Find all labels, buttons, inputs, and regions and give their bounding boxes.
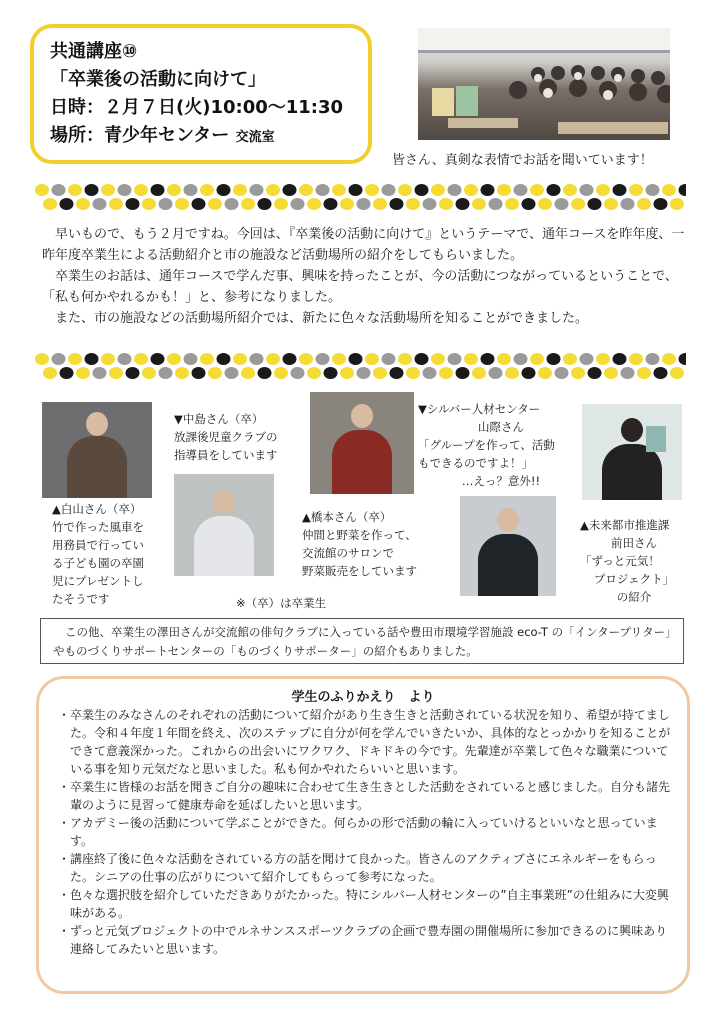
divider-dot — [382, 184, 396, 196]
divider-dot — [291, 198, 305, 210]
divider-dot — [439, 367, 453, 379]
caption-line: 前田さん — [611, 536, 657, 550]
divider-dot — [497, 184, 511, 196]
divider-dot — [547, 353, 561, 365]
divider-dot — [200, 353, 214, 365]
divider-dot — [316, 184, 330, 196]
divider-dot — [613, 353, 627, 365]
intro-paragraph-1: 早いもので、もう２月ですね。今回は、『卒業後の活動に向けて』というテーマで、通年コースを昨年度、一昨年度卒業生による活動紹介と市の施設など活動場所の紹介をしてもらいました。 — [42, 227, 685, 263]
divider-dot — [109, 367, 123, 379]
intro-paragraph-3: また、市の施設などの活動場所紹介では、新たに色々な活動場所を知ることができました。 — [55, 311, 589, 326]
divider-dot — [208, 367, 222, 379]
divider-dot — [52, 353, 66, 365]
divider-dot — [604, 198, 618, 210]
header-place — [50, 122, 368, 152]
note-box: この他、卒業生の澤田さんが交流館の俳句クラブに入っている話や豊田市環境学習施設 eco-T の「インタープリター」やものづくりサポートセンターの「ものづくりサポーター」の紹介もありました。 — [40, 618, 684, 664]
caption-line: 仲間と野菜を作って、 — [302, 528, 417, 542]
divider-dot — [588, 367, 602, 379]
divider-dot — [604, 367, 618, 379]
divider-dot — [85, 353, 99, 365]
divider-dot — [365, 353, 379, 365]
divider-dot — [233, 353, 247, 365]
divider-dot — [184, 184, 198, 196]
caption-line: 山際さん — [478, 420, 524, 434]
divider-dot — [629, 353, 643, 365]
divider-dot — [340, 367, 354, 379]
divider-dot — [60, 367, 74, 379]
divider-dot — [431, 184, 445, 196]
divider-dot — [423, 198, 437, 210]
divider-dot — [621, 367, 635, 379]
divider-dot — [489, 198, 503, 210]
review-item: ・ 色々な選択肢を紹介していただきありがたかった。特にシルバー人材センターの”自主事業班”の仕組みに大変興味がある。 — [58, 886, 676, 922]
review-item: ・ 講座終了後に色々な活動をされている方の話を聞けて良かった。皆さんのアクティブさにエネルギーをもらった。シニアの仕事の広がりについて紹介してもらって参考になった。 — [58, 850, 676, 886]
divider-dot — [448, 184, 462, 196]
dotted-divider-bottom — [34, 352, 686, 380]
divider-dot — [349, 353, 363, 365]
divider-dot — [637, 367, 651, 379]
divider-dot — [151, 184, 165, 196]
divider-dot — [398, 353, 412, 365]
divider-dot — [481, 184, 495, 196]
divider-dot — [307, 198, 321, 210]
divider-dot — [101, 184, 115, 196]
divider-dot — [613, 184, 627, 196]
divider-dot — [43, 367, 57, 379]
caption-shiroyama — [52, 500, 144, 608]
divider-dot — [596, 184, 610, 196]
divider-dot — [629, 184, 643, 196]
divider-dot — [167, 353, 181, 365]
divider-dot — [373, 198, 387, 210]
divider-dot — [241, 198, 255, 210]
divider-dot — [646, 353, 660, 365]
divider-dot — [283, 353, 297, 365]
divider-dot — [357, 367, 371, 379]
divider-dot — [390, 198, 404, 210]
divider-dot — [637, 198, 651, 210]
audience-illustration — [418, 28, 670, 140]
divider-dot — [580, 184, 594, 196]
divider-dot — [208, 198, 222, 210]
caption-line: 「ずっと元気！ — [580, 554, 660, 568]
divider-dot — [274, 367, 288, 379]
divider-dot — [60, 198, 74, 210]
divider-dot — [307, 367, 321, 379]
caption-line: ▼中島さん（卒） — [174, 412, 264, 426]
dotted-divider-top — [34, 183, 686, 211]
divider-dot — [184, 353, 198, 365]
divider-dot — [654, 367, 668, 379]
caption-line: 野菜販売をしています — [302, 564, 417, 578]
divider-dot — [332, 184, 346, 196]
divider-dot — [167, 184, 181, 196]
divider-dot — [679, 184, 687, 196]
divider-dot — [200, 184, 214, 196]
divider-dot — [250, 353, 264, 365]
divider-dot — [299, 353, 313, 365]
divider-dot — [76, 367, 90, 379]
divider-dot — [431, 353, 445, 365]
divider-dot — [299, 184, 313, 196]
divider-dot — [68, 353, 82, 365]
maeda-photo — [582, 404, 682, 500]
intro-paragraph-2: 卒業生のお話は、通年コースで学んだ事、興味を持ったことが、今の活動につながっているということで、「私も何かやれるかも！」と、参考になりました。 — [42, 269, 678, 305]
review-title: 学生のふりかえり より — [291, 690, 435, 705]
divider-dot — [340, 198, 354, 210]
caption-maeda — [580, 516, 688, 606]
divider-dot — [142, 198, 156, 210]
divider-dot — [373, 367, 387, 379]
review-item: ・ アカデミー後の活動について学ぶことができた。何らかの形で活動の輪に入っていけるといいなと思っています。 — [58, 814, 676, 850]
divider-dot — [662, 184, 676, 196]
header-title: 「卒業後の活動に向けて」 — [50, 69, 266, 90]
divider-dot — [93, 367, 107, 379]
divider-dot — [225, 198, 239, 210]
caption-line: る子ども園の卒園 — [52, 556, 144, 570]
divider-dot — [571, 367, 585, 379]
divider-dot — [489, 367, 503, 379]
divider-dot — [85, 184, 99, 196]
divider-dot — [52, 184, 66, 196]
divider-dot — [159, 367, 173, 379]
header-place-main: 場所：青少年センター — [50, 125, 230, 146]
divider-dot — [571, 198, 585, 210]
divider-dot — [588, 198, 602, 210]
divider-dot — [522, 367, 536, 379]
divider-dot — [522, 198, 536, 210]
divider-dot — [217, 184, 231, 196]
caption-line: …えっ？意外!! — [461, 474, 541, 488]
divider-dot — [382, 353, 396, 365]
divider-dot — [43, 198, 57, 210]
divider-dot — [233, 184, 247, 196]
divider-dot — [134, 353, 148, 365]
divider-dot — [283, 184, 297, 196]
divider-dot — [514, 353, 528, 365]
divider-dot — [134, 184, 148, 196]
divider-dot — [423, 367, 437, 379]
divider-dot — [142, 367, 156, 379]
divider-dot — [324, 367, 338, 379]
review-list — [58, 706, 676, 958]
divider-dot — [530, 353, 544, 365]
caption-hashimoto — [302, 508, 417, 580]
nakajima-photo — [174, 474, 274, 576]
divider-dot — [93, 198, 107, 210]
divider-dot — [357, 198, 371, 210]
caption-line: 交流館のサロンで — [302, 546, 394, 560]
divider-dot — [250, 184, 264, 196]
divider-dot — [76, 198, 90, 210]
header-box — [30, 24, 372, 164]
divider-dot — [109, 198, 123, 210]
review-item: ・ 卒業生に皆様のお話を聞きご自分の趣味に合わせて生き生きとした活動をされていると感じました。自分も諸先輩のように見習って健康寿命を延ばしたいと思います。 — [58, 778, 676, 814]
divider-dot — [291, 367, 305, 379]
divider-dot — [217, 353, 231, 365]
shiroyama-photo — [42, 402, 152, 498]
caption-line: たそうです — [52, 592, 110, 606]
divider-dot — [662, 353, 676, 365]
caption-line: ▲未来都市推進課 — [580, 518, 670, 532]
divider-dot — [118, 184, 132, 196]
divider-dot — [192, 367, 206, 379]
divider-dot — [472, 198, 486, 210]
caption-line: 放課後児童クラブの — [174, 430, 278, 444]
divider-dot — [538, 198, 552, 210]
divider-dot — [175, 367, 189, 379]
divider-dot — [679, 353, 687, 365]
top-photo-caption: 皆さん、真剣な表情でお話を聞いています！ — [392, 153, 653, 168]
caption-line: プロジェクト」 — [593, 572, 675, 586]
divider-dot — [258, 198, 272, 210]
audience-photo — [418, 28, 670, 140]
divider-dot — [670, 367, 684, 379]
caption-line: ▲橋本さん（卒） — [302, 510, 392, 524]
divider-dot — [448, 353, 462, 365]
divider-dot — [670, 198, 684, 210]
header-place-sub: 交流室 — [235, 130, 275, 145]
divider-dot — [563, 353, 577, 365]
divider-dot — [464, 184, 478, 196]
divider-dot — [332, 353, 346, 365]
divider-dot — [390, 367, 404, 379]
yamagiwa-photo — [460, 496, 556, 596]
divider-dot — [258, 367, 272, 379]
divider-dot — [159, 198, 173, 210]
divider-dot — [555, 198, 569, 210]
caption-yamagiwa — [418, 400, 584, 490]
header-series: 共通講座⑩ — [50, 41, 138, 62]
divider-dot — [464, 353, 478, 365]
divider-dot — [563, 184, 577, 196]
hashimoto-photo — [310, 392, 414, 494]
divider-dot — [514, 184, 528, 196]
divider-dot — [415, 184, 429, 196]
divider-dot — [621, 198, 635, 210]
divider-dot — [192, 198, 206, 210]
divider-dot — [225, 367, 239, 379]
divider-dot — [456, 198, 470, 210]
divider-dot — [35, 353, 49, 365]
divider-dot — [126, 367, 140, 379]
divider-dot — [101, 353, 115, 365]
caption-line: ▼シルバー人材センター — [418, 402, 541, 416]
divider-dot — [555, 367, 569, 379]
divider-dot — [266, 353, 280, 365]
divider-dot — [505, 198, 519, 210]
divider-dot — [324, 198, 338, 210]
divider-dot — [175, 198, 189, 210]
divider-dot — [538, 367, 552, 379]
caption-line: の紹介 — [616, 590, 652, 604]
divider-dot — [398, 184, 412, 196]
divider-dot — [406, 198, 420, 210]
divider-dot — [580, 353, 594, 365]
caption-line: 「グループを作って、活動 — [418, 438, 555, 452]
divider-dot — [654, 198, 668, 210]
caption-line: 用務員で行ってい — [52, 538, 144, 552]
divider-dot — [472, 367, 486, 379]
caption-line: 指導員をしています — [174, 448, 278, 462]
divider-dot — [35, 184, 49, 196]
divider-dot — [241, 367, 255, 379]
divider-dot — [439, 198, 453, 210]
divider-dot — [497, 353, 511, 365]
divider-dot — [365, 184, 379, 196]
divider-dot — [151, 353, 165, 365]
graduate-note: ※（卒）は卒業生 — [236, 596, 327, 610]
divider-dot — [481, 353, 495, 365]
divider-dot — [274, 198, 288, 210]
divider-dot — [68, 184, 82, 196]
divider-dot — [349, 184, 363, 196]
review-item: ・ 卒業生のみなさんのそれぞれの活動について紹介があり生き生きと活動されている状況を知り、希望が持てました。令和４年度１年間を終え、次のステップに自分が何を学んでいきたいか、具体的なとっかかりを知ることができて意義深かった。これからの出会いにワクワク、ドキドキの今です。先輩達が卒業して色々な職業についている事を知り元気だなと思いました。私も何かやれたらいいと思います。 — [58, 706, 676, 778]
caption-line: もできるのですよ！」 — [418, 456, 533, 470]
header-datetime: 日時：２月７日(火)10:00～11:30 — [50, 97, 344, 118]
divider-dot — [456, 367, 470, 379]
divider-dot — [646, 184, 660, 196]
divider-dot — [415, 353, 429, 365]
caption-line: ▲白山さん（卒） — [52, 502, 142, 516]
caption-line: 児にプレゼントし — [52, 574, 144, 588]
divider-dot — [266, 184, 280, 196]
caption-nakajima — [174, 410, 278, 464]
divider-dot — [406, 367, 420, 379]
divider-dot — [126, 198, 140, 210]
divider-dot — [596, 353, 610, 365]
divider-dot — [316, 353, 330, 365]
divider-dot — [530, 184, 544, 196]
divider-dot — [547, 184, 561, 196]
divider-dot — [118, 353, 132, 365]
review-item: ・ ずっと元気プロジェクトの中でルネサンススポーツクラブの企画で豊寿園の開催場所に参加できるのに興味あり連絡してみたいと思います。 — [58, 922, 676, 958]
divider-dot — [505, 367, 519, 379]
caption-line: 竹で作った風車を — [52, 520, 144, 534]
